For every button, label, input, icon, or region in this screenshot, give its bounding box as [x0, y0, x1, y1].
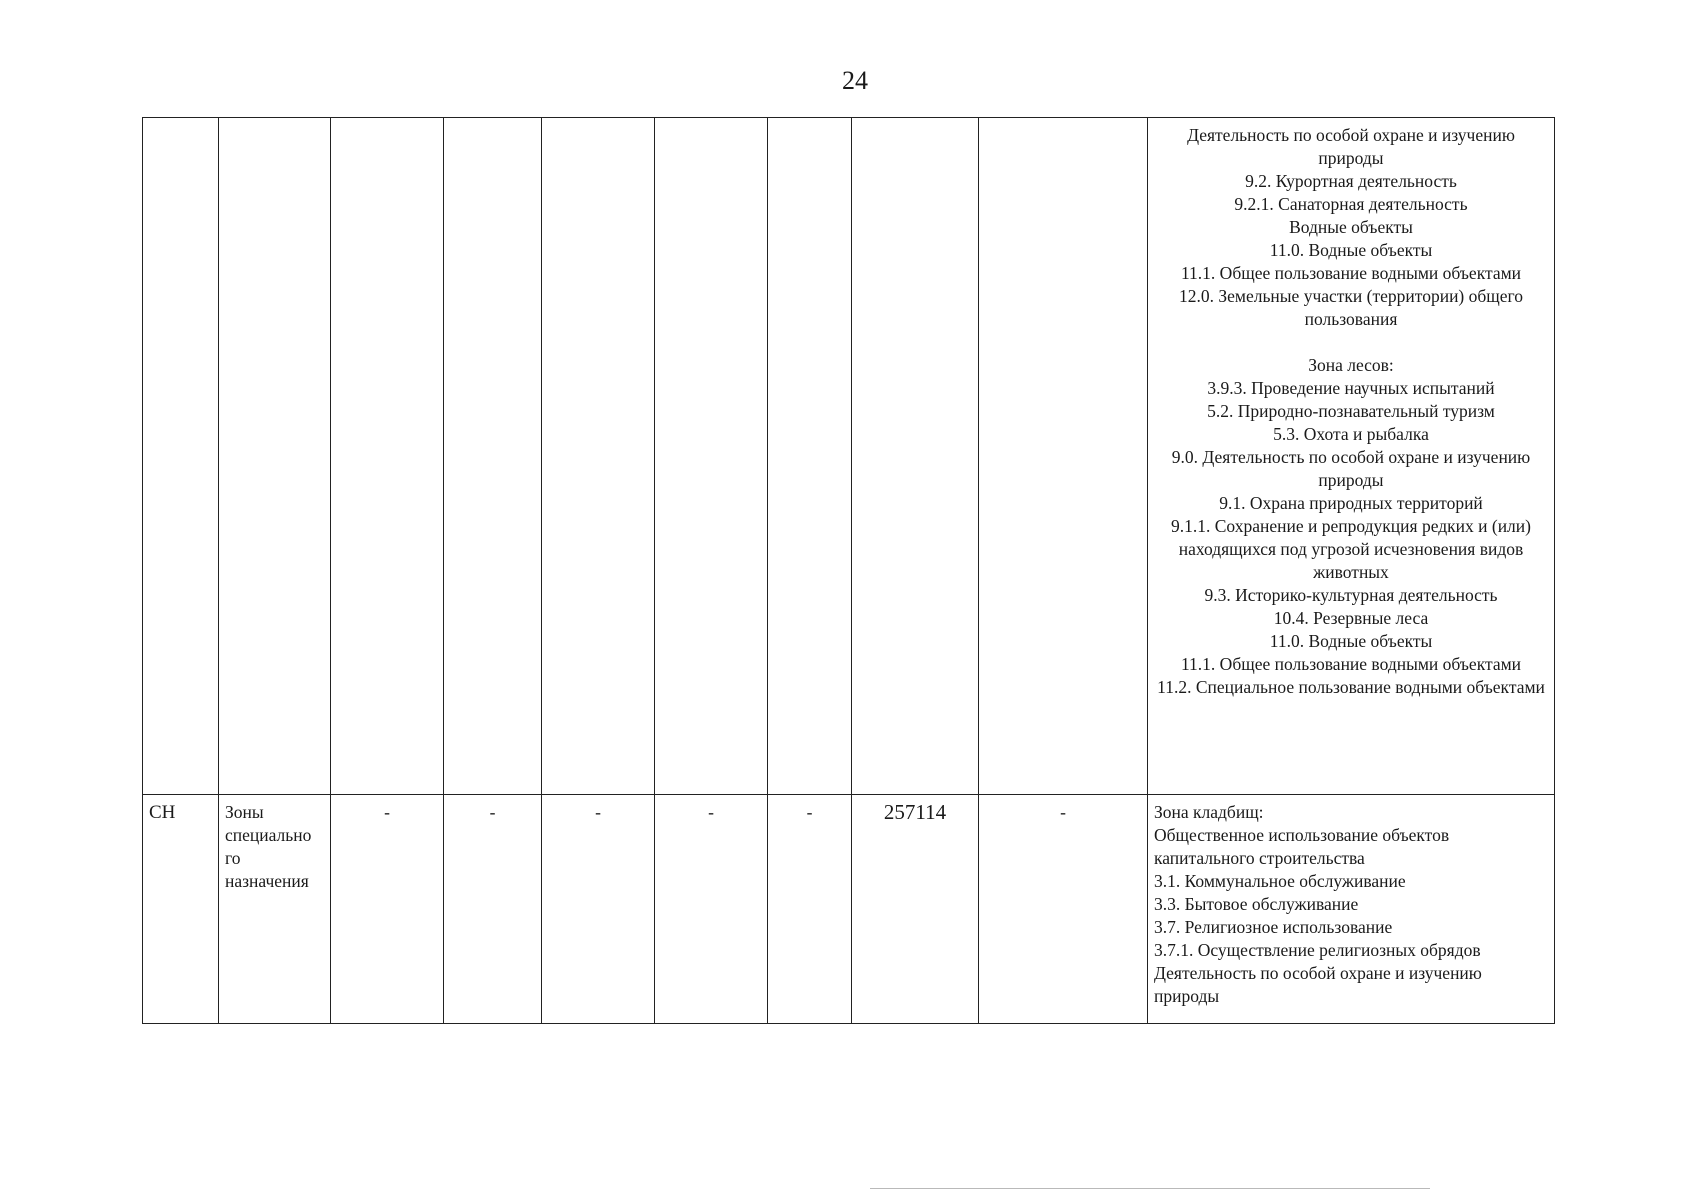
use-item: 3.7.1. Осуществление религиозных обрядов [1154, 940, 1481, 960]
use-item: 5.2. Природно-познавательный туризм [1207, 401, 1495, 421]
use-item: 3.9.3. Проведение научных испытаний [1207, 378, 1495, 398]
use-item: 3.7. Религиозное использование [1154, 917, 1393, 937]
use-item: 11.2. Специальное пользование водными объектами [1157, 677, 1545, 697]
cell-c6: - [655, 795, 768, 1024]
use-item: 12.0. Земельные участки (территории) общего пользования [1178, 286, 1524, 329]
use-item: Общественное использование объектов капитального строительства [1154, 825, 1450, 868]
use-item: 11.1. Общее пользование водными объектами [1180, 654, 1522, 674]
use-item: Деятельность по особой охране и изучению природы [1154, 963, 1482, 1006]
cell-c7-empty [768, 118, 852, 795]
use-item: Деятельность по особой охране и изучению природы [1187, 125, 1515, 168]
use-item: 9.1.1. Сохранение и репродукция редких и (или) находящихся под угрозой исчезновения видов животных [1171, 516, 1531, 582]
cell-c4-empty [444, 118, 542, 795]
uses-list-part2 [1154, 377, 1548, 699]
cell-c5-empty [542, 118, 655, 795]
use-item: 3.1. Коммунальное обслуживание [1154, 871, 1406, 891]
table-row-special-zone [143, 795, 1555, 1024]
use-item: 11.0. Водные объекты [1269, 631, 1433, 651]
use-item: 9.1. Охрана природных территорий [1219, 493, 1483, 513]
cell-code-empty [143, 118, 219, 795]
forest-zone-heading: Зона лесов: [1308, 355, 1394, 375]
cell-c9-empty [979, 118, 1148, 795]
use-item: Водные объекты [1289, 217, 1413, 237]
use-item: 3.3. Бытовое обслуживание [1154, 894, 1359, 914]
cell-c4: - [444, 795, 542, 1024]
cell-c3-empty [331, 118, 444, 795]
use-item: 9.2.1. Санаторная деятельность [1234, 194, 1468, 214]
cell-permitted-uses [1148, 795, 1555, 1024]
cell-name-empty [219, 118, 331, 795]
cell-zone-name: Зоны специально го назначения [219, 795, 331, 1024]
use-item: 11.1. Общее пользование водными объектами [1180, 263, 1522, 283]
cell-c5: - [542, 795, 655, 1024]
cell-c7: - [768, 795, 852, 1024]
use-item: 5.3. Охота и рыбалка [1273, 424, 1429, 444]
spacer [1154, 331, 1548, 354]
cell-area-empty [852, 118, 979, 795]
uses-list-cemetery [1154, 801, 1548, 1008]
table-row-continued [143, 118, 1555, 795]
cell-area: 257114 [852, 795, 979, 1024]
use-item: 11.0. Водные объекты [1269, 240, 1433, 260]
cell-zone-code: СН [143, 795, 219, 1024]
uses-list-part1 [1154, 124, 1548, 331]
cell-c9: - [979, 795, 1148, 1024]
page-number: 24 [842, 66, 868, 95]
use-item: 9.3. Историко-культурная деятельность [1204, 585, 1498, 605]
use-item: 9.2. Курортная деятельность [1245, 171, 1457, 191]
use-item: 9.0. Деятельность по особой охране и изучению природы [1171, 447, 1531, 490]
use-item: Зона кладбищ: [1154, 802, 1264, 822]
use-item: 10.4. Резервные леса [1273, 608, 1429, 628]
cell-c6-empty [655, 118, 768, 795]
cell-c3: - [331, 795, 444, 1024]
scan-artifact-line [870, 1188, 1430, 1189]
zones-table [142, 117, 1555, 1024]
cell-permitted-uses-continued [1148, 118, 1555, 795]
